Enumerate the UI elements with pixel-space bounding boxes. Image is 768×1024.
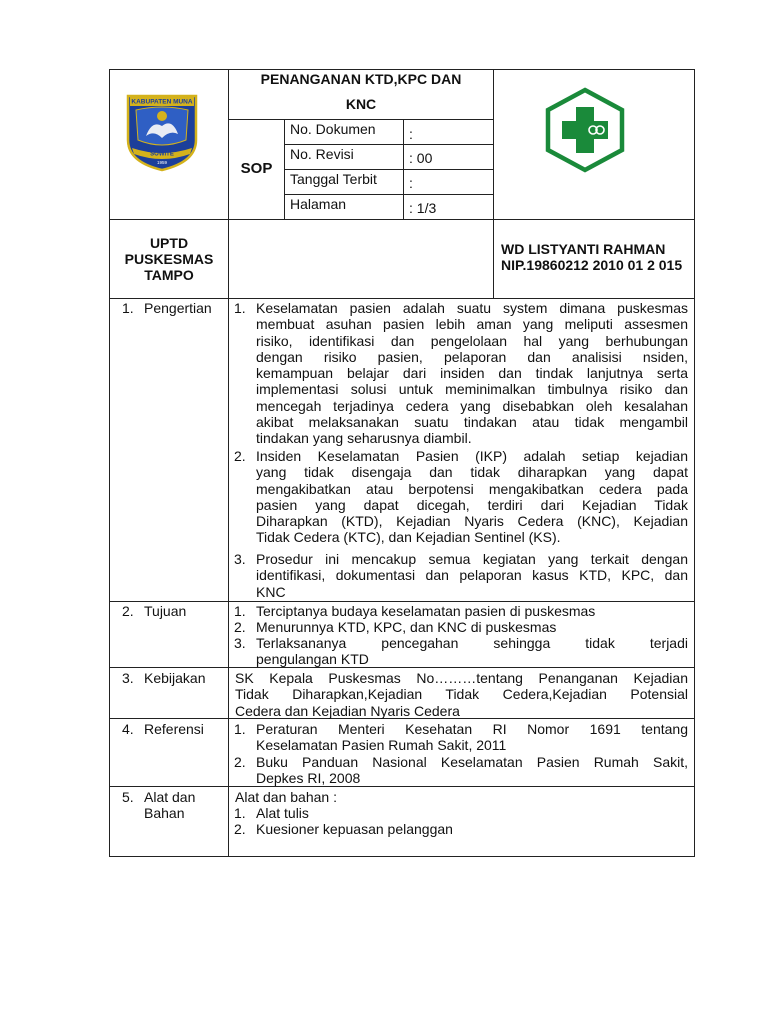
- text-line: Prosedur ini mencakup semua kegiatan yang terkait dengan: [256, 551, 688, 567]
- crest-year: 1959: [156, 160, 168, 165]
- logo-column-divider: [493, 69, 494, 299]
- identity-row-divider: [109, 298, 695, 299]
- table-border-bottom: [109, 856, 695, 857]
- list-item-number: 1.: [234, 300, 246, 316]
- list-item-number: 3.: [234, 635, 246, 651]
- equipment-intro: Alat dan bahan :: [235, 789, 337, 805]
- section-number: 1.: [122, 300, 134, 316]
- list-item-number: 2.: [234, 619, 246, 635]
- puskesmas-logo-icon: [542, 87, 628, 173]
- list-item-number: 1.: [234, 721, 246, 737]
- meta-label-tanggal-terbit: Tanggal Terbit: [290, 171, 377, 187]
- text-line: akibat melaksanakan suatu tindakan atau tidak mengambil: [256, 414, 688, 431]
- text-line: Keselamatan pasien adalah suatu system dimana puskesmas: [256, 300, 688, 316]
- table-border-top: [109, 69, 695, 70]
- label-column-divider: [228, 69, 229, 857]
- signer-name: WD LISTYANTI RAHMAN: [501, 241, 666, 257]
- list-item-number: 1.: [234, 603, 246, 619]
- section-label-alat-line2: Bahan: [144, 805, 185, 821]
- text-line: Kuesioner kepuasan pelanggan: [256, 821, 453, 837]
- list-item: [234, 635, 688, 668]
- list-item: [234, 721, 688, 754]
- meta-label-no-dokumen: No. Dokumen: [290, 121, 376, 137]
- table-border-left: [109, 69, 110, 857]
- text-line: identifikasi, dokumentasi dan pelaporan kasus KTD, KPC, dan: [256, 567, 688, 584]
- meta-row-divider-3: [284, 194, 494, 195]
- section-label-kebijakan: Kebijakan: [144, 670, 206, 686]
- table-border-right: [694, 69, 695, 857]
- org-name-line3: TAMPO: [144, 267, 194, 283]
- list-item: [234, 619, 688, 636]
- list-item: [234, 448, 688, 546]
- text-line: Alat tulis: [256, 805, 309, 821]
- header-row-divider: [109, 219, 695, 220]
- text-line: membuat asuhan pasien lebih aman yang meliputi assesmen: [256, 316, 688, 333]
- meta-value-tanggal-terbit: :: [409, 175, 413, 191]
- text-line: dengan risiko pasien, pelaporan dan analisisi nsiden,: [256, 348, 688, 365]
- crest-text-bottom: SOWITE: [150, 151, 174, 158]
- meta-label-no-revisi: No. Revisi: [290, 146, 354, 162]
- text-line: tindakan yang seharusnya diambil.: [256, 430, 472, 447]
- list-item-number: 2.: [234, 821, 246, 837]
- meta-value-no-dokumen: :: [409, 126, 413, 142]
- text-line: kemampuan belajar dari insiden dan tindak lanjutnya serta: [256, 365, 688, 382]
- text-line: Cedera dan Kejadian Nyaris Cedera: [235, 702, 460, 719]
- meta-row-divider-1: [284, 144, 494, 145]
- text-line: yang tidak disengaja dan tidak diharapkan yang dapat: [256, 464, 688, 481]
- text-line: Terciptanya budaya keselamatan pasien di puskesmas: [256, 603, 596, 619]
- text-line: Tidak Cedera (KTC), dan Kejadian Sentinel (KS).: [256, 529, 561, 546]
- list-item: [234, 805, 688, 822]
- text-line: Tidak Diharapkan,Kejadian Tidak Cedera,Kejadian Potensial: [235, 686, 688, 703]
- document-title-line2: KNC: [345, 96, 377, 112]
- kabupaten-muna-crest-icon: [122, 92, 202, 172]
- crest-text-top: KABUPATEN MUNA: [131, 98, 193, 106]
- section-label-referensi: Referensi: [144, 721, 204, 737]
- signer-nip: NIP.19860212 2010 01 2 015: [501, 257, 683, 273]
- section-number: 2.: [122, 603, 134, 619]
- text-line: Insiden Keselamatan Pasien (IKP) adalah setiap kejadian: [256, 448, 688, 464]
- section-number: 4.: [122, 721, 134, 737]
- list-item: [234, 603, 688, 620]
- text-line: pasien yang dapat dicegah, terdiri dari Kejadian Tidak: [256, 496, 688, 513]
- text-line: mencegah terjadinya cedera yang disebabkan oleh kesalahan: [256, 397, 688, 414]
- text-line: Depkes RI, 2008: [256, 770, 361, 787]
- text-line: Diharapkan (KTD), Kejadian Nyaris Cedera (KNC), Kejadian: [256, 513, 688, 530]
- list-item: [234, 821, 688, 838]
- document-title-line1: PENANGANAN KTD,KPC DAN: [260, 71, 462, 87]
- text-line: Terlaksananya pencegahan sehingga tidak terjadi: [256, 635, 688, 651]
- policy-text: [235, 670, 688, 719]
- text-line: risiko, identifikasi dan pengelolaan hal yang berhubungan: [256, 332, 688, 349]
- list-item: [234, 551, 688, 600]
- list-item: [234, 300, 688, 447]
- text-line: implementasi solusi untuk meminimalkan timbulnya risiko dan: [256, 381, 688, 398]
- sop-label: SOP: [240, 160, 273, 177]
- list-item-number: 2.: [234, 754, 246, 770]
- section-divider-1: [109, 601, 695, 602]
- text-line: Keselamatan Pasien Rumah Sakit, 2011: [256, 737, 507, 754]
- title-row-divider: [228, 119, 494, 120]
- list-item-number: 1.: [234, 805, 246, 821]
- section-label-tujuan: Tujuan: [144, 603, 187, 619]
- text-line: SK Kepala Puskesmas No………tentang Penanganan Kejadian: [235, 670, 688, 686]
- section-number: 3.: [122, 670, 134, 686]
- section-label-alat-line1: Alat dan: [144, 789, 196, 805]
- org-name-line2: PUSKESMAS: [124, 251, 214, 267]
- list-item-number: 3.: [234, 551, 246, 567]
- list-item-number: 2.: [234, 448, 246, 464]
- list-item: [234, 754, 688, 787]
- meta-value-no-revisi: : 00: [409, 150, 433, 166]
- meta-value-halaman: : 1/3: [409, 200, 437, 216]
- meta-row-divider-2: [284, 169, 494, 170]
- text-line: pengulangan KTD: [256, 651, 369, 668]
- section-label-pengertian: Pengertian: [144, 300, 212, 316]
- text-line: Peraturan Menteri Kesehatan RI Nomor 1691 tentang: [256, 721, 688, 737]
- org-name-line1: UPTD: [149, 235, 189, 251]
- text-line: Menurunnya KTD, KPC, dan KNC di puskesmas: [256, 619, 557, 635]
- text-line: KNC: [256, 583, 286, 600]
- meta-label-halaman: Halaman: [290, 196, 347, 212]
- text-line: mengakibatkan atau berpotensi mengakibatkan cedera pada: [256, 480, 688, 497]
- section-number: 5.: [122, 789, 134, 805]
- text-line: Buku Panduan Nasional Keselamatan Pasien Rumah Sakit,: [256, 754, 688, 770]
